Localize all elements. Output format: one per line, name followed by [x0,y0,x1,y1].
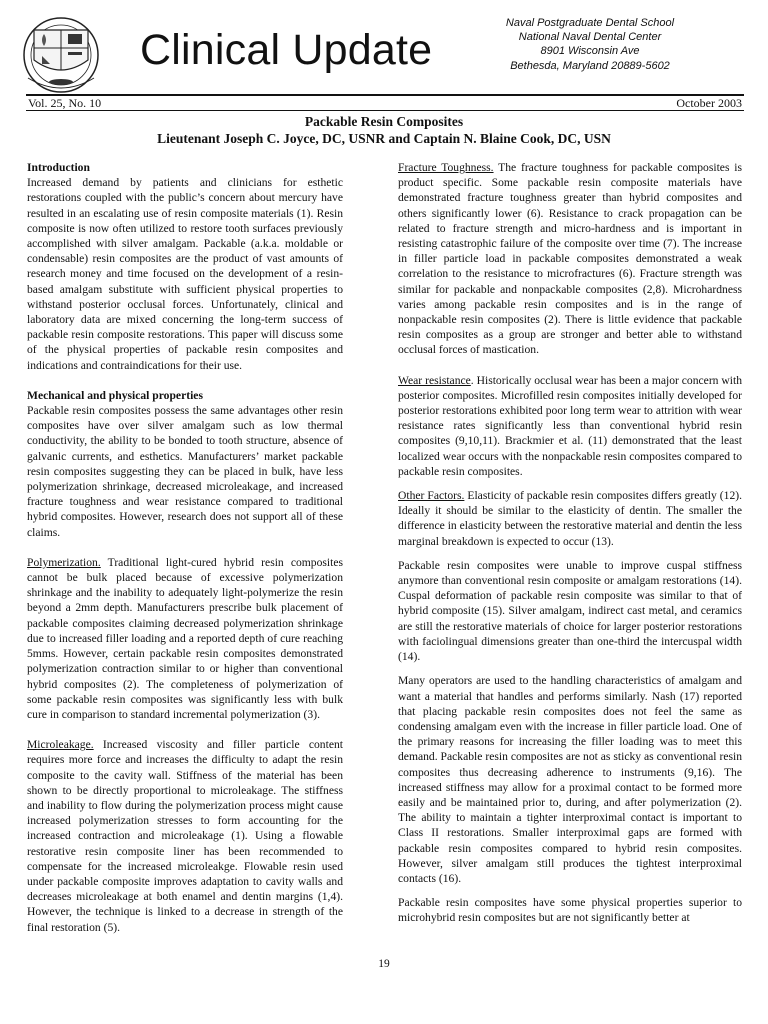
article-header [0,113,768,147]
newsletter-title: Clinical Update [140,26,433,74]
page-number: 19 [378,958,390,970]
school-seal-logo [22,16,100,94]
issue-date: October 2003 [676,96,742,110]
wear-lead: Wear resistance [398,373,471,387]
microleakage-paragraph [27,737,343,935]
fracture-lead: Fracture Toughness. [398,161,494,174]
issue-bar [26,96,744,110]
volume-number: Vol. 25, No. 10 [28,96,102,110]
microleakage-lead: Microleakage. [27,738,94,752]
cuspal-stiffness-paragraph: Packable resin composites were unable to improve cuspal stiffness anymore than conventional resin composite or amalgam restorations (14). Cuspal deformation of packable resin composite was similar to that of hybrid composite (15). Silver amalgam, indirect cast metal, and ceramics are still the restorative materials of choice for larger posterior restorations with faciolingual dimensions greater than one-third the intercuspal width (14). [398,558,742,664]
header-rule-bottom [26,110,744,111]
wear-text: . Historically occlusal wear has been a major concern with posterior composites. Microfilled resin composites initially developed for posterior restorations exhibited poor long term wear to attrition with wear resistance rates significantly less than conventional hybrid resin composites (9,10,11). Brackmier et al. (11) demonstrated that the least localized wear occurs with the nonpackable resin composites compared to packable resin composites. [398,373,742,478]
fracture-text: The fracture toughness for packable composites is product specific. Some packable resin composite materials have demonstrated fracture toughness greater than hybrid composites and others significantly lower (6). Resistance to crack propagation can be related to fracture strength and micro-hardness and is important in resisting catastrophic failure of the composite over time (7). The increase in filler particle load in packable composites demonstrated a weak correlation to the resistance to microfractures (6). Fracture strength was similar for packable and nonpackable composites (2,8). Microhardness varies among packable resin composites and is in the range of nonpackable resin composites (2). There is little evidence that packable resin composites as a group are stronger and better able to withstand occlusal forces of mastication. [398,161,742,357]
polymerization-text: Traditional light-cured hybrid resin composites cannot be bulk placed because of excessive polymerization shrinkage and the inability to adequately light-polymerize the resin beyond a 2mm depth. Manufacturers prescribe bulk placement of packable composites claiming decreased polymerization shrinkage due to increased filler loading and a reported depth of cure reaching 5mms. However, certain packable resin composites demonstrated polymerization contraction similar to or higher than conventional hybrid composites (2). The completeness of polymerization of some packable resin composites was significantly less with bulk cure in comparison to standard incremental polymerization (3). [27,555,343,721]
address-line: National Naval Dental Center [518,31,662,44]
introduction-heading: Introduction [27,161,90,174]
wear-paragraph [398,373,742,479]
address-line: Naval Postgraduate Dental School [505,17,675,29]
microleakage-text: Increased viscosity and filler particle content requires more force and increases the difficulty to adapt the resin composite to the cavity wall. Stiffness of the material has been shown to be directly proportional to microleakage. The stiffness and inability to flow during the polymerization process might cause increased polymerization stresses to form accounting for the increased contraction and microleakage (1). Using a flowable restorative resin composite liner has been recommended to compensate for the increased microleakge. Flowable resin used under packable composite improves adaptation to cavity walls and decreases microleakage at both enamel and dentin margins (1,4). However, the technique is linked to a decrease in strength of the final restoration (5). [27,738,343,934]
other-factors-text: Elasticity of packable resin composites differs greatly (12). Ideally it should be similar to the elasticity of dentin. The smaller the difference in elasticity between the restorative material and dentin the less marginal breakdown is expected to occur (13). [398,489,742,548]
other-factors-lead: Other Factors. [398,489,465,503]
superior-properties-paragraph: Packable resin composites have some physical properties superior to microhybrid resin composites but are not significantly better at [398,896,742,925]
address-line: 8901 Wisconsin Ave [540,45,640,58]
other-factors-paragraph [398,488,742,549]
mechanical-paragraph: Packable resin composites possess the same advantages other resin composites have over silver amalgam such as low thermal conductivity, the ability to be bonded to tooth structure, absence of galvanic currents, and esthetics. Manufacturers’ market packable resin composites suggesting they can be placed in bulk, have less polymerization shrinkage, decreased microleakage, and increased fracture toughness and wear resistance compared to traditional hybrid composites. However, research does not support all of these claims. [27,404,343,539]
right-column [398,160,742,941]
handling-paragraph: Many operators are used to the handling characteristics of amalgam and want a material that handles and performs similarly. Nash (17) reported that placing packable resin composites does not feel the same as condensing amalgam even with the increase in filler particle load. One of the primary reasons for increasing the filler loading was to meet this demand. Packable resin composites are not as sticky as conventional resin composites thus decreasing adherence to instruments (9,16). The increased stiffness may allow for a proximal contact to be formed more easily and be maintained prior to, during, and after polymerization (2). The ability to maintain a tighter interproximal contact is important to Class II restorations. Smaller interproximal gaps are formed with packable resin composites compared to hybrid resin composites. However, silver amalgam still produces the tightest interproximal contacts (16). [398,674,742,885]
polymerization-paragraph [27,555,343,722]
left-column [27,160,343,950]
introduction-paragraph: Increased demand by patients and clinicians for esthetic restorations coupled with the public’s concern about mercury have resulted in an escalating use of resin composite materials (1). Resin composite is now often utilized to restore tooth surfaces previously accomplished with silver amalgam. Packable (a.k.a. moldable or condensable) resin composites are the product of vast amounts of research money and time focused on the development of a resin-based amalgam substitute with sufficient physical properties to withstand posterior occlusal forces. Unfortunately, clinical and laboratory data are mixed concerning the long-term success of packable resin composite restorations. This paper will discuss some of the physical properties of packable resin composites and indications and contraindications for their use. [27,176,343,372]
fracture-paragraph [398,160,742,358]
mechanical-heading: Mechanical and physical properties [27,388,203,402]
article-authors: Lieutenant Joseph C. Joyce, DC, USNR and Captain N. Blaine Cook, DC, USN [157,131,611,146]
address-line: Bethesda, Maryland 20889-5602 [510,59,670,72]
polymerization-lead: Polymerization. [27,555,101,569]
institution-address [470,16,710,73]
article-title: Packable Resin Composites [304,114,464,129]
